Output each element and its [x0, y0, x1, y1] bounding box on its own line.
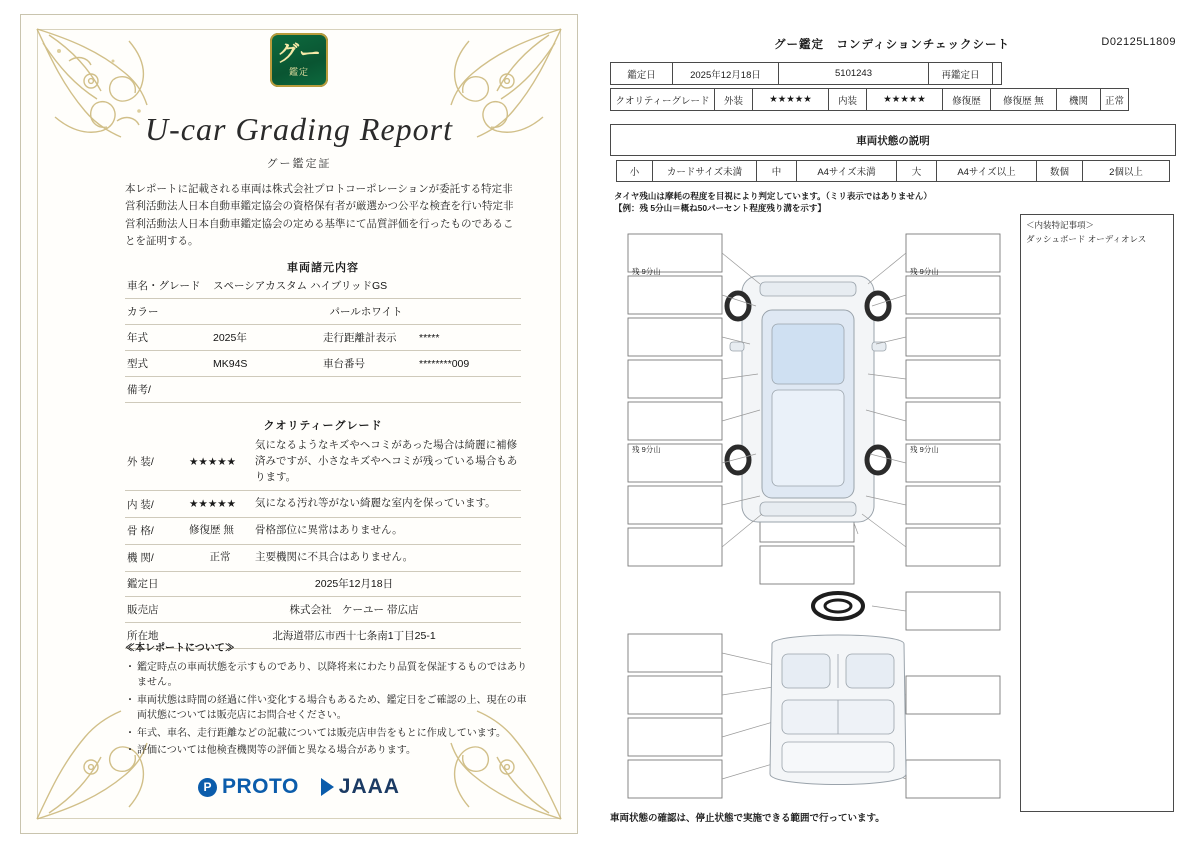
list-item: ・ 鑑定時点の車両状態を示すものであり、以降将来にわたり品質を保証するものではありません。 [125, 660, 531, 691]
sheet-title: グー鑑定 コンディションチェックシート [773, 39, 1010, 51]
grade-value-frame: 修復歴 無 [187, 518, 253, 545]
value-recheck-date [993, 63, 1002, 85]
page-title: U-car Grading Report [145, 111, 453, 147]
grade-note-frame: 骨格部位に異常はありません。 [253, 518, 521, 545]
spec-heading: 車両諸元内容 [287, 262, 359, 274]
meta-value-dealer: 株式会社 ケーユー 帯広店 [187, 597, 521, 623]
meta-table [125, 571, 521, 649]
explain-heading: 車両状態の説明 [610, 124, 1176, 156]
legend-value-large: A4サイズ以上 [937, 161, 1037, 182]
condition-check-sheet [604, 14, 1180, 834]
grade-label-interior: 内 装/ [125, 491, 187, 518]
spec-value-name: スペーシアカスタム ハイブリッドGS [211, 273, 521, 299]
memo-heading: ＜内装特記事項＞ [1026, 220, 1095, 230]
meta-value-date: 2025年12月18日 [187, 571, 521, 597]
proto-mark-icon: P [198, 778, 217, 797]
legend-key-medium: 中 [757, 161, 797, 182]
about-section [125, 641, 531, 761]
spec-label-color: カラー [125, 299, 211, 325]
list-item: ・ 評価については他検査機関等の評価と異なる場合があります。 [125, 743, 531, 759]
table-row [125, 273, 521, 299]
table-row [125, 377, 521, 403]
spec-value-model: MK94S [211, 351, 321, 377]
page-subtitle: グー鑑定証 [266, 158, 332, 170]
spec-label-mileage: 走行距離計表示 [321, 325, 417, 351]
grade-label-exterior: 外 装/ [125, 433, 187, 491]
legend-value-medium: A4サイズ未満 [797, 161, 897, 182]
table-row [125, 325, 521, 351]
value-engine: 正常 [1101, 89, 1129, 111]
jaaa-mark-icon [321, 778, 334, 796]
table-row [125, 351, 521, 377]
value-inspection-date: 2025年12月18日 [673, 63, 779, 85]
grading-certificate [20, 14, 578, 834]
legend-key-large: 大 [897, 161, 937, 182]
label-engine: 機関 [1057, 89, 1101, 111]
tire-note-line2: 【例：残 5分山＝概ね50パーセント程度残り溝を示す】 [614, 203, 826, 214]
grade-note-exterior: 気になるようなキズやヘコミがあった場合は綺麗に補修済みですが、小さなキズやヘコミが残っている場合もあります。 [253, 433, 521, 491]
legend-key-small: 小 [617, 161, 653, 182]
memo-body: ダッシュボード オーディオレス [1026, 234, 1147, 244]
meta-value-address: 北海道帯広市西十七条南1丁目25-1 [187, 623, 521, 649]
table-row [125, 491, 521, 518]
vehicle-diagram [610, 214, 1014, 812]
spec-value-vin: ********009 [417, 351, 521, 377]
about-heading: ≪本レポートについて≫ [125, 643, 235, 654]
grade-table [125, 433, 521, 572]
steering-wheel-icon [813, 593, 863, 619]
table-row [125, 571, 521, 597]
table-row [611, 89, 1129, 111]
interior-memo-box [1020, 214, 1174, 812]
table-row [617, 161, 1170, 182]
value-repair-history: 修復歴 無 [991, 89, 1057, 111]
label-quality-grade: クオリティーグレード [611, 89, 715, 111]
table-row [611, 63, 1002, 85]
spec-label-name: 車名・グレード [125, 273, 211, 299]
jaaa-logo [321, 775, 400, 799]
car-top-view-icon [727, 276, 889, 522]
table-row [125, 518, 521, 545]
legend-key-count: 数個 [1037, 161, 1083, 182]
intro-paragraph: 本レポートに記載される車両は株式会社プロトコーポレーションが委託する特定非営利活動法人日本自動車鑑定協会の資格保有者が厳選かつ公平な検査を行い特定非営利活動法人日本自動車鑑定協会の定める基準にて品質評価を行ったものであることを証明する。 [125, 183, 514, 247]
grade-note-engine: 主要機関に不具合はありません。 [253, 544, 521, 571]
label-interior: 内装 [829, 89, 867, 111]
badge-line1: グー [276, 41, 321, 66]
tire-label-front-left: 残 9分山 [632, 267, 661, 276]
grade-heading: クオリティーグレード [263, 420, 383, 432]
label-repair-history: 修復歴 [943, 89, 991, 111]
meta-label-date: 鑑定日 [125, 571, 187, 597]
proto-logo [198, 775, 299, 799]
legend-value-small: カードサイズ未満 [653, 161, 757, 182]
spec-value-year: 2025年 [211, 325, 321, 351]
list-item: ・ 車両状態は時間の経過に伴い変化する場合もあるため、鑑定日をご確認の上、現在の車両状態については販売店にお問合せください。 [125, 693, 531, 724]
spec-label-model: 型式 [125, 351, 211, 377]
table-row [125, 544, 521, 571]
sheet-row-date [610, 62, 1002, 85]
list-item: ・ 年式、車名、走行距離などの記載については販売店申告をもとに作成しています。 [125, 726, 531, 742]
sheet-row-grade [610, 88, 1129, 111]
spec-value-remarks [211, 377, 521, 403]
jaaa-logo-text: JAAA [338, 775, 400, 798]
value-interior-stars: ★★★★★ [867, 89, 943, 111]
annotation-boxes-right [906, 234, 1000, 798]
spec-label-year: 年式 [125, 325, 211, 351]
spec-value-mileage: ***** [417, 325, 521, 351]
label-exterior: 外装 [715, 89, 753, 111]
grade-stars-exterior: ★★★★★ [187, 433, 253, 491]
label-recheck-date: 再鑑定日 [929, 63, 993, 85]
logo-row [21, 775, 577, 799]
grade-label-frame: 骨 格/ [125, 518, 187, 545]
table-row [125, 299, 521, 325]
goo-kantei-badge-icon [270, 33, 328, 87]
size-legend-table [616, 160, 1170, 182]
table-row [125, 597, 521, 623]
proto-logo-text: PROTO [222, 775, 299, 798]
sheet-footer-note: 車両状態の確認は、停止状態で実施できる範囲で行っています。 [610, 813, 885, 824]
meta-label-dealer: 販売店 [125, 597, 187, 623]
legend-value-count: 2個以上 [1083, 161, 1170, 182]
value-serial-number: 5101243 [779, 63, 929, 85]
grade-stars-interior: ★★★★★ [187, 491, 253, 518]
tire-label-front-right: 残 9分山 [910, 267, 939, 276]
tire-note [614, 190, 1034, 215]
badge-line2: 鑑定 [288, 67, 309, 77]
value-exterior-stars: ★★★★★ [753, 89, 829, 111]
spec-label-remarks: 備考/ [125, 377, 211, 403]
tire-label-rear-right: 残 9分山 [910, 445, 939, 454]
tire-label-rear-left: 残 9分山 [632, 445, 661, 454]
label-inspection-date: 鑑定日 [611, 63, 673, 85]
grade-value-engine: 正常 [187, 544, 253, 571]
sheet-code: D02125L1809 [1101, 36, 1176, 48]
tire-note-line1: タイヤ残山は摩耗の程度を目視により判定しています。（ミリ表示ではありません） [614, 191, 932, 201]
interior-top-view-icon [770, 635, 906, 785]
grade-label-engine: 機 関/ [125, 544, 187, 571]
grade-note-interior: 気になる汚れ等がない綺麗な室内を保っています。 [253, 491, 521, 518]
meta-label-address: 所在地 [125, 623, 187, 649]
spec-value-color: パールホワイト [211, 299, 521, 325]
spec-table [125, 273, 521, 403]
spec-label-vin: 車台番号 [321, 351, 417, 377]
table-row [125, 433, 521, 491]
annotation-boxes-left [628, 234, 722, 798]
